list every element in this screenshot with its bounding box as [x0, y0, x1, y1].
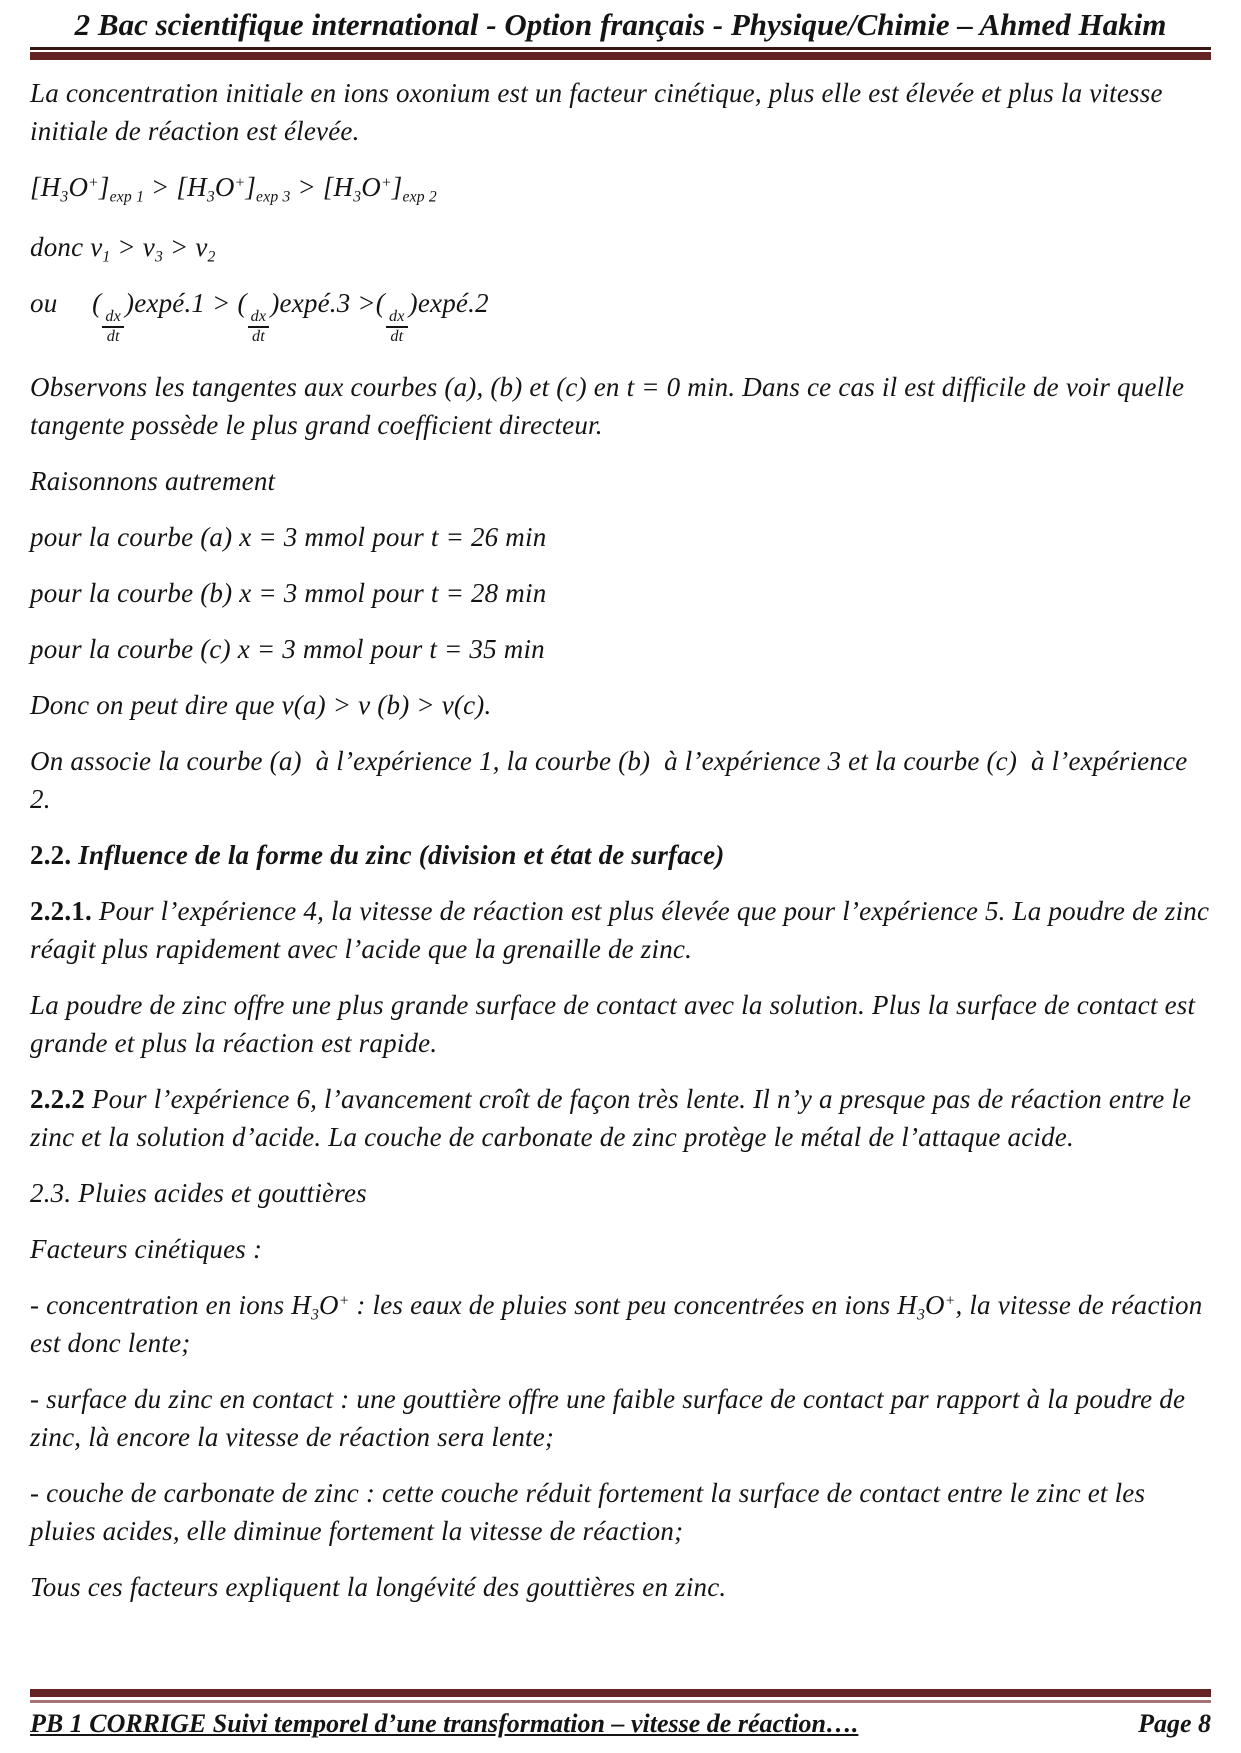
fraction-numerator: dx: [386, 308, 408, 328]
superscript: +: [380, 174, 392, 192]
fraction-numerator: dx: [248, 308, 270, 328]
bold-number: 2.2.2: [30, 1083, 85, 1114]
paragraph-2: $[H_3O^+]_{exp 1} > [H_3O^+]_{exp 3} > [H_3O^+]_{exp 2}$: [30, 172, 437, 206]
paragraph-1: La concentration initiale en ions oxonium est un facteur cinétique, plus elle est élevée et plus la vitesse initiale de réaction est élevée.: [30, 78, 1163, 146]
fraction-dx-dt: [386, 308, 408, 346]
subscript: 1: [102, 248, 111, 266]
fraction-dx-dt: [248, 308, 270, 346]
paragraph-19: - surface du zinc en contact : une gouttière offre une faible surface de contact par rapport à la poudre de zinc, là encore la vitesse de réaction sera lente;: [30, 1383, 1186, 1452]
paragraph-12: 2.2. Influence de la forme du zinc (division et état de surface): [30, 839, 725, 870]
subscript: 3: [353, 188, 362, 206]
paragraph-5: Observons les tangentes aux courbes (a), (b) et (c) en t = 0 min. Dans ce cas il est difficile de voir quelle tangente possède le plus grand coefficient directeur.: [30, 371, 1185, 440]
paragraph-21: Tous ces facteurs expliquent la longévité des gouttières en zinc.: [30, 1571, 727, 1602]
bold-number: 2.2.: [30, 839, 72, 870]
subscript: exp 3: [256, 188, 291, 206]
page-number: Page 8: [1138, 1709, 1211, 1738]
fraction-denominator: dt: [390, 326, 404, 345]
paragraph-6: Raisonnons autrement: [30, 465, 276, 496]
paragraph-20: - couche de carbonate de zinc : cette couche réduit fortement la surface de contact entre le zinc et les pluies acides, elle diminue fortement la vitesse de réaction;: [30, 1477, 1146, 1546]
footer-title: PB 1 CORRIGE Suivi temporel d’une transformation – vitesse de réaction….: [30, 1709, 859, 1738]
paragraph-9: pour la courbe (c) x = 3 mmol pour t = 35 min: [30, 633, 545, 664]
paragraph-16: 2.3. Pluies acides et gouttières: [30, 1177, 367, 1208]
superscript: +: [88, 174, 99, 192]
document-body: [30, 74, 1211, 1606]
superscript: +: [944, 1291, 956, 1309]
paragraph-15: 2.2.2 Pour l’expérience 6, l’avancement croît de façon très lente. Il n’y a presque pas de réaction entre le zinc et la solution d’acide. La couche de carbonate de zinc protège le métal de l’attaque acide.: [30, 1083, 1192, 1152]
subscript: 3: [154, 248, 163, 266]
footer-rule: [30, 1689, 1211, 1703]
subscript: 2: [207, 248, 216, 266]
subscript: exp 2: [402, 188, 437, 206]
superscript: +: [234, 174, 246, 192]
paragraph-4: ou ( $\frac{dx}{dt}$ )expé.1 > ( $\frac{dx}{dt}$ )expé.3 >( $\frac{dx}{dt}$ )expé.2: [30, 288, 489, 345]
paragraph-13: 2.2.1. Pour l’expérience 4, la vitesse de réaction est plus élevée que pour l’expérience 5. La poudre de zinc réagit plus rapidement avec l’acide que la grenaille de zinc.: [30, 895, 1210, 964]
paragraph-8: pour la courbe (b) x = 3 mmol pour t = 28 min: [30, 577, 547, 608]
paragraph-17: Facteurs cinétiques :: [30, 1233, 263, 1264]
fraction-dx-dt: [102, 308, 124, 346]
subscript: 3: [310, 1306, 319, 1323]
paragraph-7: pour la courbe (a) x = 3 mmol pour t = 26 min: [30, 521, 547, 552]
subscript: 3: [206, 188, 215, 206]
paragraph-18: - concentration en ions $H_3O^+$ : les eaux de pluies sont peu concentrées en ions $H_3O^+$, la vitesse de réaction est donc lente;: [30, 1289, 1203, 1358]
footer-row: [30, 1709, 1211, 1739]
page-footer: [30, 1689, 1211, 1739]
subscript: 3: [60, 188, 69, 206]
subscript: 3: [916, 1306, 925, 1323]
header-rule: [30, 47, 1211, 60]
paragraph-11: On associe la courbe (a) à l’expérience 1, la courbe (b) à l’expérience 3 et la courbe (c) à l’expérience 2.: [30, 745, 1188, 814]
paragraph-14: La poudre de zinc offre une plus grande surface de contact avec la solution. Plus la surface de contact est grande et plus la réaction est rapide.: [30, 989, 1196, 1058]
paragraph-10: Donc on peut dire que v(a) > v (b) > v(c).: [30, 689, 492, 720]
subscript: exp 1: [109, 188, 145, 206]
bold-number: 2.2.1.: [30, 895, 92, 926]
paragraph-3: donc $v_1 > v_3 > v_2$: [30, 232, 216, 266]
page-header-title: 2 Bac scientifique international - Option français - Physique/Chimie – Ahmed Hakim: [74, 7, 1167, 42]
superscript: +: [338, 1291, 350, 1309]
fraction-numerator: dx: [102, 308, 124, 328]
fraction-denominator: dt: [251, 326, 265, 345]
fraction-denominator: dt: [106, 326, 120, 345]
